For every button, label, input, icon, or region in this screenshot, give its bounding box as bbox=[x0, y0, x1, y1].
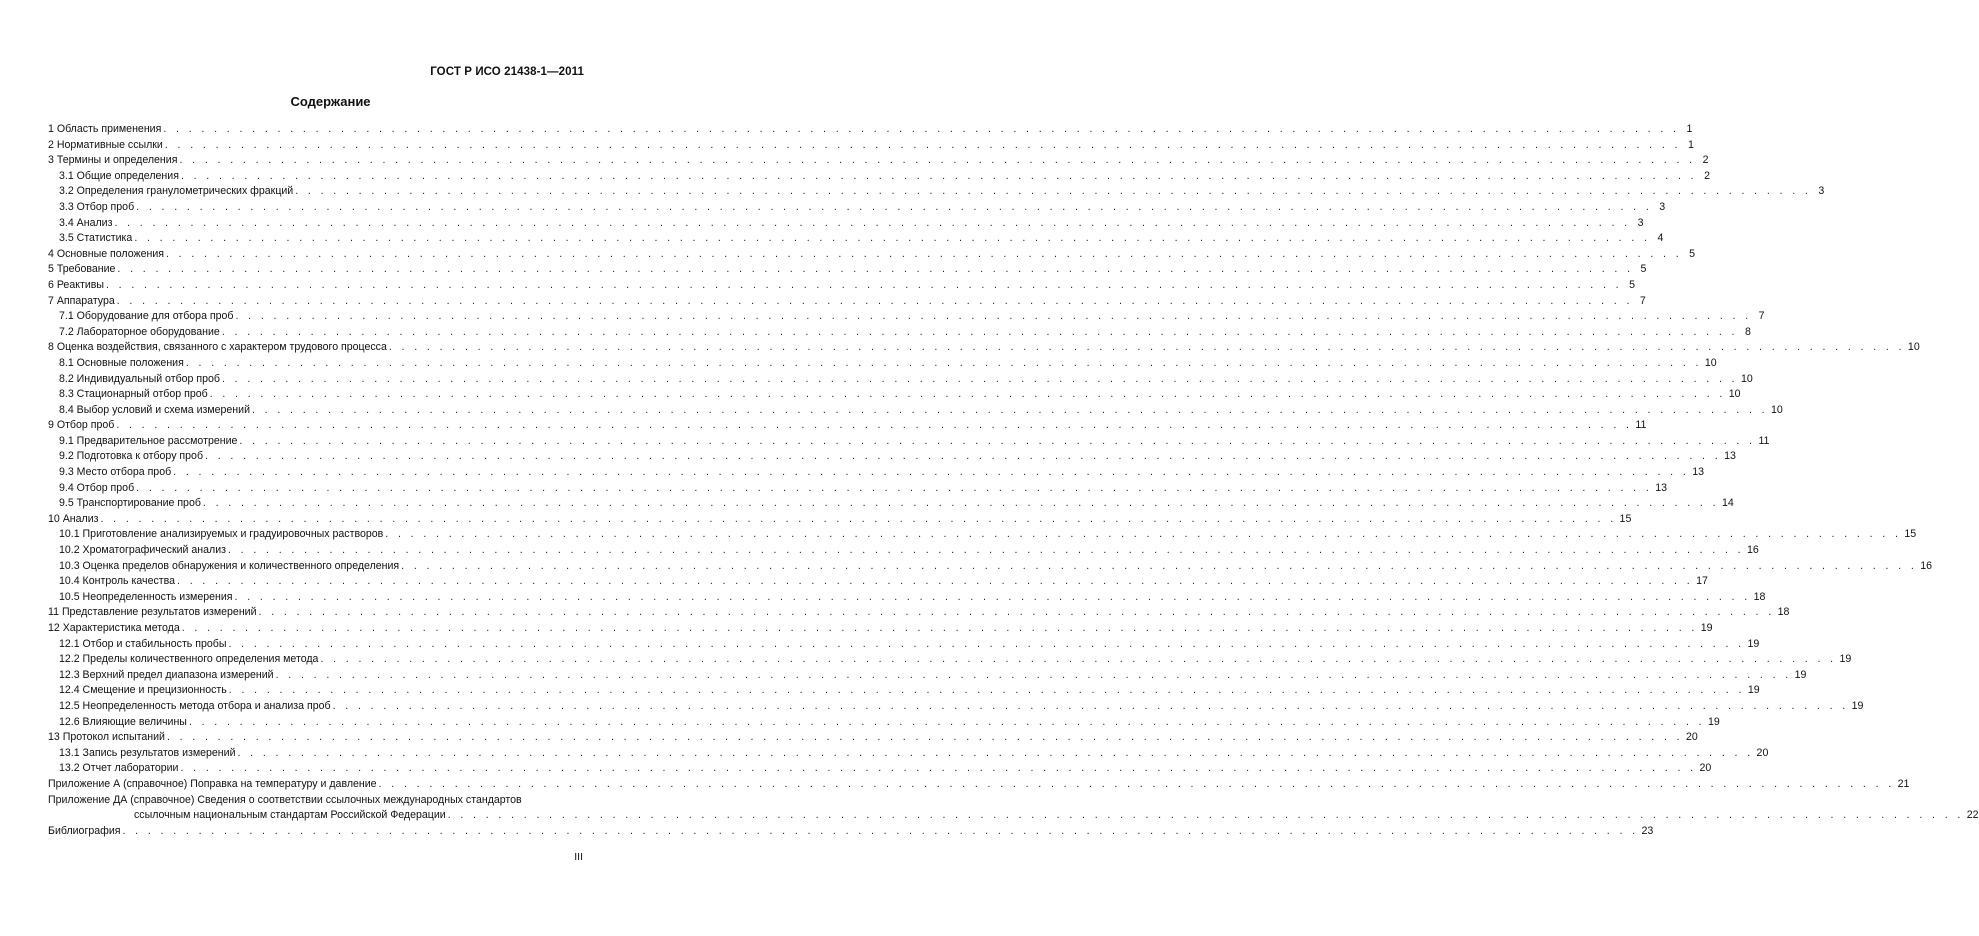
toc-entry-page: 10 bbox=[1704, 356, 1717, 369]
toc-entry-title: 9.4 Отбор проб bbox=[59, 481, 135, 494]
toc-entry-title: Приложение ДА (справочное) Сведения о соответствии ссылочных международных стандартов bbox=[48, 793, 522, 806]
toc-leader-dots: . . . . . . . . . . . . . . . . . . . . . . . . . . . . . . . . . . . . . . . . . . . . . . . . . . . . . . . . . . . . . . . . . . . . . . . . . . . . . . . . . . . . . . . . . . . . . . . . . . . . . . . . . . . . . . . . . . . . . . . . bbox=[385, 528, 1902, 541]
toc-entry-page: 5 bbox=[1689, 247, 1696, 260]
toc-leader-dots: . . . . . . . . . . . . . . . . . . . . . . . . . . . . . . . . . . . . . . . . . . . . . . . . . . . . . . . . . . . . . . . . . . . . . . . . . . . . . . . . . . . . . . . . . . . . . . . . . . . . . . . . . . . . . . . . . . . . . . . . bbox=[251, 403, 1769, 416]
toc-entry[interactable] bbox=[48, 200, 1666, 216]
toc-entry-page: 19 bbox=[1851, 699, 1864, 712]
toc-entry[interactable] bbox=[48, 418, 1647, 434]
toc-entry[interactable] bbox=[48, 824, 1654, 840]
toc-leader-dots: . . . . . . . . . . . . . . . . . . . . . . . . . . . . . . . . . . . . . . . . . . . . . . . . . . . . . . . . . . . . . . . . . . . . . . . . . . . . . . . . . . . . . . . . . . . . . . . . . . . . . . . . . . . . . . . . . . . . . . . . bbox=[116, 419, 1633, 432]
toc-leader-dots: . . . . . . . . . . . . . . . . . . . . . . . . . . . . . . . . . . . . . . . . . . . . . . . . . . . . . . . . . . . . . . . . . . . . . . . . . . . . . . . . . . . . . . . . . . . . . . . . . . . . . . . . . . . . . . . . . . . . . . . . bbox=[173, 466, 1690, 479]
toc-entry-title: 10 Анализ bbox=[48, 512, 99, 525]
toc-entry[interactable] bbox=[48, 356, 1717, 372]
toc-entry[interactable] bbox=[48, 746, 1769, 762]
toc-entry[interactable] bbox=[48, 403, 1783, 419]
toc-entry-page: 10 bbox=[1741, 372, 1753, 385]
toc-entry-page: 17 bbox=[1696, 575, 1708, 588]
toc-leader-dots: . . . . . . . . . . . . . . . . . . . . . . . . . . . . . . . . . . . . . . . . . . . . . . . . . . . . . . . . . . . . . . . . . . . . . . . . . . . . . . . . . . . . . . . . . . . . . . . . . . . . . . . . . . . . . . . . . . . . . . . . bbox=[105, 278, 1623, 291]
toc-leader-dots: . . . . . . . . . . . . . . . . . . . . . . . . . . . . . . . . . . . . . . . . . . . . . . . . . . . . . . . . . . . . . . . . . . . . . . . . . . . . . . . . . . . . . . . . . . . . . . . . . . . . . . . . . . . . . . . . . . . . . . . . bbox=[221, 372, 1738, 385]
toc-entry-title: Библиография bbox=[48, 824, 121, 837]
toc-leader-dots: . . . . . . . . . . . . . . . . . . . . . . . . . . . . . . . . . . . . . . . . . . . . . . . . . . . . . . . . . . . . . . . . . . . . . . . . . . . . . . . . . . . . . . . . . . . . . . . . . . . . . . . . . . . . . . . . . . . . . . . . bbox=[114, 216, 1631, 229]
toc-entry-page: 3 bbox=[1659, 200, 1666, 213]
toc-leader-dots: . . . . . . . . . . . . . . . . . . . . . . . . . . . . . . . . . . . . . . . . . . . . . . . . . . . . . . . . . . . . . . . . . . . . . . . . . . . . . . . . . . . . . . . . . . . . . . . . . . . . . . . . . . . . . . . . . . . . . . . . bbox=[134, 232, 1651, 245]
table-of-contents bbox=[48, 122, 1979, 839]
toc-entry-page: 3 bbox=[1637, 216, 1644, 229]
toc-entry-page: 8 bbox=[1744, 325, 1751, 338]
toc-entry-page: 15 bbox=[1619, 512, 1632, 525]
toc-leader-dots: . . . . . . . . . . . . . . . . . . . . . . . . . . . . . . . . . . . . . . . . . . . . . . . . . . . . . . . . . . . . . . . . . . . . . . . . . . . . . . . . . . . . . . . . . . . . . . . . . . . . . . . . . . . . . . . . . . . . . . . . bbox=[164, 138, 1681, 151]
toc-leader-dots: . . . . . . . . . . . . . . . . . . . . . . . . . . . . . . . . . . . . . . . . . . . . . . . . . . . . . . . . . . . . . . . . . . . . . . . . . . . . . . . . . . . . . . . . . . . . . . . . . . . . . . . . . . . . . . . . . . . . . . . . bbox=[136, 481, 1653, 494]
toc-entry[interactable] bbox=[48, 465, 1704, 481]
toc-entry-page: 22 bbox=[1966, 809, 1979, 822]
page-number: III bbox=[574, 851, 583, 863]
toc-entry[interactable] bbox=[48, 808, 1979, 824]
toc-leader-dots: . . . . . . . . . . . . . . . . . . . . . . . . . . . . . . . . . . . . . . . . . . . . . . . . . . . . . . . . . . . . . . . . . . . . . . . . . . . . . . . . . . . . . . . . . . . . . . . . . . . . . . . . . . . . . . . . . . . . . . . . bbox=[163, 123, 1680, 135]
toc-entry-title: 8.3 Стационарный отбор проб bbox=[59, 388, 208, 401]
toc-entry-title: 4 Основные положения bbox=[48, 247, 164, 260]
toc-entry-title: 13.2 Отчет лаборатории bbox=[59, 762, 179, 775]
toc-entry[interactable] bbox=[48, 559, 1932, 575]
toc-leader-dots: . . . . . . . . . . . . . . . . . . . . . . . . . . . . . . . . . . . . . . . . . . . . . . . . . . . . . . . . . . . . . . . . . . . . . . . . . . . . . . . . . . . . . . . . . . . . . . . . . . . . . . . . . . . . . . . . . . . . . . . . bbox=[179, 154, 1696, 167]
toc-leader-dots: . . . . . . . . . . . . . . . . . . . . . . . . . . . . . . . . . . . . . . . . . . . . . . . . . . . . . . . . . . . . . . . . . . . . . . . . . . . . . . . . . . . . . . . . . . . . . . . . . . . . . . . . . . . . . . . . . . . . . . . . bbox=[188, 715, 1705, 728]
toc-entry-title: 7.2 Лабораторное оборудование bbox=[59, 325, 220, 338]
toc-entry-page: 10 bbox=[1728, 388, 1741, 401]
toc-entry-title: 6 Реактивы bbox=[48, 278, 104, 291]
toc-entry-page: 7 bbox=[1639, 294, 1646, 307]
toc-leader-dots: . . . . . . . . . . . . . . . . . . . . . . . . . . . . . . . . . . . . . . . . . . . . . . . . . . . . . . . . . . . . . . . . . . . . . . . . . . . . . . . . . . . . . . . . . . . . . . . . . . . . . . . . . . . . . . . . . . . . . . . . bbox=[235, 310, 1752, 323]
toc-entry-title: 3.5 Статистика bbox=[59, 232, 133, 245]
toc-entry-page: 19 bbox=[1700, 622, 1713, 634]
toc-entry-page: 13 bbox=[1655, 481, 1667, 494]
toc-entry-title: 12.5 Неопределенность метода отбора и анализа проб bbox=[59, 699, 331, 712]
toc-leader-dots: . . . . . . . . . . . . . . . . . . . . . . . . . . . . . . . . . . . . . . . . . . . . . . . . . . . . . . . . . . . . . . . . . . . . . . . . . . . . . . . . . . . . . . . . . . . . . . . . . . . . . . . . . . . . . . . . . . . . . . . . bbox=[228, 637, 1745, 650]
toc-entry[interactable] bbox=[48, 637, 1760, 653]
toc-entry-title: 10.3 Оценка пределов обнаружения и количественного определения bbox=[59, 559, 400, 572]
toc-entry-title: 3.2 Определения гранулометрических фракций bbox=[59, 185, 294, 198]
toc-entry-page: 16 bbox=[1920, 559, 1932, 572]
toc-entry[interactable] bbox=[48, 590, 1766, 606]
toc-entry[interactable] bbox=[48, 231, 1664, 247]
toc-entry-page: 19 bbox=[1747, 684, 1760, 697]
toc-entry-page: 14 bbox=[1721, 497, 1734, 510]
toc-entry[interactable] bbox=[48, 574, 1708, 590]
toc-leader-dots: . . . . . . . . . . . . . . . . . . . . . . . . . . . . . . . . . . . . . . . . . . . . . . . . . . . . . . . . . . . . . . . . . . . . . . . . . . . . . . . . . . . . . . . . . . . . . . . . . . . . . . . . . . . . . . . . . . . . . . . . bbox=[388, 341, 1905, 354]
toc-entry-page: 3 bbox=[1818, 185, 1825, 198]
toc-entry[interactable] bbox=[48, 247, 1696, 263]
toc-entry[interactable] bbox=[48, 184, 1825, 200]
toc-entry-title: ссылочным национальным стандартам Российской Федерации bbox=[134, 809, 446, 822]
toc-entry-page: 21 bbox=[1897, 777, 1910, 790]
toc-entry[interactable] bbox=[48, 262, 1647, 278]
toc-entry[interactable] bbox=[48, 527, 1917, 543]
toc-entry[interactable] bbox=[48, 387, 1741, 403]
toc-entry-title: 5 Требование bbox=[48, 263, 116, 276]
toc-entry-page: 5 bbox=[1629, 278, 1636, 291]
toc-entry-title: Приложение А (справочное) Поправка на температуру и давление bbox=[48, 777, 377, 790]
toc-entry[interactable] bbox=[48, 122, 1693, 138]
toc-entry-title: 3 Термины и определения bbox=[48, 154, 178, 167]
toc-entry-title: 9.3 Место отбора проб bbox=[59, 466, 172, 479]
toc-entry[interactable] bbox=[48, 777, 1910, 793]
toc-entry-title: 9 Отбор проб bbox=[48, 419, 115, 432]
toc-entry-title: 3.1 Общие определения bbox=[59, 169, 179, 182]
toc-leader-dots: . . . . . . . . . . . . . . . . . . . . . . . . . . . . . . . . . . . . . . . . . . . . . . . . . . . . . . . . . . . . . . . . . . . . . . . . . . . . . . . . . . . . . . . . . . . . . . . . . . . . . . . . . . . . . . . . . . . . . . . . bbox=[378, 777, 1895, 790]
toc-entry-title: 12.4 Смещение и прецизионность bbox=[59, 684, 227, 697]
toc-entry-page: 1 bbox=[1686, 123, 1693, 135]
toc-entry[interactable] bbox=[48, 309, 1765, 325]
toc-entry-title: 12.3 Верхний предел диапазона измерений bbox=[59, 668, 274, 681]
toc-entry[interactable] bbox=[48, 496, 1734, 512]
toc-entry-title: 12 Характеристика метода bbox=[48, 622, 180, 634]
toc-entry[interactable] bbox=[48, 278, 1636, 294]
toc-entry-page: 18 bbox=[1777, 606, 1790, 619]
toc-leader-dots: . . . . . . . . . . . . . . . . . . . . . . . . . . . . . . . . . . . . . . . . . . . . . . . . . . . . . . . . . . . . . . . . . . . . . . . . . . . . . . . . . . . . . . . . . . . . . . . . . . . . . . . . . . . . . . . . . . . . . . . . bbox=[234, 590, 1751, 603]
toc-leader-dots: . . . . . . . . . . . . . . . . . . . . . . . . . . . . . . . . . . . . . . . . . . . . . . . . . . . . . . . . . . . . . . . . . . . . . . . . . . . . . . . . . . . . . . . . . . . . . . . . . . . . . . . . . . . . . . . . . . . . . . . . bbox=[320, 653, 1837, 666]
toc-entry[interactable] bbox=[48, 793, 584, 809]
toc-leader-dots: . . . . . . . . . . . . . . . . . . . . . . . . . . . . . . . . . . . . . . . . . . . . . . . . . . . . . . . . . . . . . . . . . . . . . . . . . . . . . . . . . . . . . . . . . . . . . . . . . . . . . . . . . . . . . . . . . . . . . . . . bbox=[166, 731, 1683, 744]
toc-entry-title: 9.5 Транспортирование проб bbox=[59, 497, 201, 510]
toc-leader-dots: . . . . . . . . . . . . . . . . . . . . . . . . . . . . . . . . . . . . . . . . . . . . . . . . . . . . . . . . . . . . . . . . . . . . . . . . . . . . . . . . . . . . . . . . . . . . . . . . . . . . . . . . . . . . . . . . . . . . . . . . bbox=[258, 606, 1775, 619]
toc-leader-dots: . . . . . . . . . . . . . . . . . . . . . . . . . . . . . . . . . . . . . . . . . . . . . . . . . . . . . . . . . . . . . . . . . . . . . . . . . . . . . . . . . . . . . . . . . . . . . . . . . . . . . . . . . . . . . . . . . . . . . . . . bbox=[447, 809, 1964, 822]
toc-entry[interactable] bbox=[48, 340, 1920, 356]
toc-entry[interactable] bbox=[48, 372, 1753, 388]
toc-entry[interactable] bbox=[48, 512, 1632, 528]
toc-entry-title: 11 Представление результатов измерений bbox=[48, 606, 257, 619]
toc-leader-dots: . . . . . . . . . . . . . . . . . . . . . . . . . . . . . . . . . . . . . . . . . . . . . . . . . . . . . . . . . . . . . . . . . . . . . . . . . . . . . . . . . . . . . . . . . . . . . . . . . . . . . . . . . . . . . . . . . . . . . . . . bbox=[117, 263, 1634, 276]
toc-entry[interactable] bbox=[48, 294, 1646, 310]
toc-leader-dots: . . . . . . . . . . . . . . . . . . . . . . . . . . . . . . . . . . . . . . . . . . . . . . . . . . . . . . . . . . . . . . . . . . . . . . . . . . . . . . . . . . . . . . . . . . . . . . . . . . . . . . . . . . . . . . . . . . . . . . . . bbox=[136, 200, 1653, 213]
toc-leader-dots: . . . . . . . . . . . . . . . . . . . . . . . . . . . . . . . . . . . . . . . . . . . . . . . . . . . . . . . . . . . . . . . . . . . . . . . . . . . . . . . . . . . . . . . . . . . . . . . . . . . . . . . . . . . . . . . . . . . . . . . . bbox=[177, 575, 1694, 588]
toc-entry-page: 11 bbox=[1635, 419, 1647, 432]
toc-leader-dots: . . . . . . . . . . . . . . . . . . . . . . . . . . . . . . . . . . . . . . . . . . . . . . . . . . . . . . . . . . . . . . . . . . . . . . . . . . . . . . . . . . . . . . . . . . . . . . . . . . . . . . . . . . . . . . . . . . . . . . . . bbox=[100, 512, 1617, 525]
toc-entry-page: 23 bbox=[1641, 824, 1654, 837]
toc-entry-title: 1 Область применения bbox=[48, 123, 162, 135]
toc-entry-title: 10.1 Приготовление анализируемых и градуировочных растворов bbox=[59, 528, 384, 541]
toc-leader-dots: . . . . . . . . . . . . . . . . . . . . . . . . . . . . . . . . . . . . . . . . . . . . . . . . . . . . . . . . . . . . . . . . . . . . . . . . . . . . . . . . . . . . . . . . . . . . . . . . . . . . . . . . . . . . . . . . . . . . . . . . bbox=[401, 559, 1918, 572]
toc-entry-title: 12.1 Отбор и стабильность пробы bbox=[59, 637, 227, 650]
toc-entry[interactable] bbox=[48, 449, 1736, 465]
toc-entry-page: 19 bbox=[1794, 668, 1807, 681]
toc-entry-title: 2 Нормативные ссылки bbox=[48, 138, 163, 151]
toc-entry[interactable] bbox=[48, 715, 1720, 731]
toc-entry-title: 8.2 Индивидуальный отбор проб bbox=[59, 372, 220, 385]
toc-entry-title: 12.2 Пределы количественного определения метода bbox=[59, 653, 319, 666]
toc-leader-dots: . . . . . . . . . . . . . . . . . . . . . . . . . . . . . . . . . . . . . . . . . . . . . . . . . . . . . . . . . . . . . . . . . . . . . . . . . . . . . . . . . . . . . . . . . . . . . . . . . . . . . . . . . . . . . . . . . . . . . . . . bbox=[185, 356, 1702, 369]
toc-leader-dots: . . . . . . . . . . . . . . . . . . . . . . . . . . . . . . . . . . . . . . . . . . . . . . . . . . . . . . . . . . . . . . . . . . . . . . . . . . . . . . . . . . . . . . . . . . . . . . . . . . . . . . . . . . . . . . . . . . . . . . . . bbox=[221, 325, 1738, 338]
toc-leader-dots: . . . . . . . . . . . . . . . . . . . . . . . . . . . . . . . . . . . . . . . . . . . . . . . . . . . . . . . . . . . . . . . . . . . . . . . . . . . . . . . . . . . . . . . . . . . . . . . . . . . . . . . . . . . . . . . . . . . . . . . . bbox=[237, 746, 1754, 759]
toc-entry-title: 10.2 Хроматографический анализ bbox=[59, 544, 226, 557]
toc-leader-dots: . . . . . . . . . . . . . . . . . . . . . . . . . . . . . . . . . . . . . . . . . . . . . . . . . . . . . . . . . . . . . . . . . . . . . . . . . . . . . . . . . . . . . . . . . . . . . . . . . . . . . . . . . . . . . . . . . . . . . . . . bbox=[209, 388, 1726, 401]
toc-entry-page: 1 bbox=[1688, 138, 1694, 151]
toc-entry-title: 13.1 Запись результатов измерений bbox=[59, 746, 236, 759]
toc-entry-page: 7 bbox=[1758, 310, 1765, 323]
toc-leader-dots: . . . . . . . . . . . . . . . . . . . . . . . . . . . . . . . . . . . . . . . . . . . . . . . . . . . . . . . . . . . . . . . . . . . . . . . . . . . . . . . . . . . . . . . . . . . . . . . . . . . . . . . . . . . . . . . . . . . . . . . . bbox=[180, 169, 1697, 182]
standard-designation: ГОСТ Р ИСО 21438-1—2011 bbox=[430, 66, 584, 78]
toc-entry[interactable] bbox=[48, 761, 1712, 777]
toc-entry-title: 7 Аппаратура bbox=[48, 294, 115, 307]
toc-entry[interactable] bbox=[48, 169, 1710, 185]
toc-entry-title: 12.6 Влияющие величины bbox=[59, 715, 187, 728]
toc-entry[interactable] bbox=[48, 730, 1698, 746]
toc-leader-dots: . . . . . . . . . . . . . . . . . . . . . . . . . . . . . . . . . . . . . . . . . . . . . . . . . . . . . . . . . . . . . . . . . . . . . . . . . . . . . . . . . . . . . . . . . . . . . . . . . . . . . . . . . . . . . . . . . . . . . . . . bbox=[180, 762, 1697, 775]
toc-entry-page: 20 bbox=[1756, 746, 1769, 759]
toc-leader-dots: . . . . . . . . . . . . . . . . . . . . . . . . . . . . . . . . . . . . . . . . . . . . . . . . . . . . . . . . . . . . . . . . . . . . . . . . . . . . . . . . . . . . . . . . . . . . . . . . . . . . . . . . . . . . . . . . . . . . . . . . bbox=[205, 450, 1722, 463]
toc-leader-dots: . . . . . . . . . . . . . . . . . . . . . . . . . . . . . . . . . . . . . . . . . . . . . . . . . . . . . . . . . . . . . . . . . . . . . . . . . . . . . . . . . . . . . . . . . . . . . . . . . . . . . . . . . . . . . . . . . . . . . . . . bbox=[181, 622, 1698, 634]
toc-entry-title: 3.4 Анализ bbox=[59, 216, 113, 229]
toc-entry[interactable] bbox=[48, 621, 1713, 637]
toc-entry[interactable] bbox=[48, 138, 1694, 154]
toc-entry[interactable] bbox=[48, 481, 1667, 497]
toc-entry-page: 5 bbox=[1640, 263, 1647, 276]
toc-leader-dots: . . . . . . . . . . . . . . . . . . . . . . . . . . . . . . . . . . . . . . . . . . . . . . . . . . . . . . . . . . . . . . . . . . . . . . . . . . . . . . . . . . . . . . . . . . . . . . . . . . . . . . . . . . . . . . . . . . . . . . . . bbox=[166, 247, 1683, 260]
toc-leader-dots: . . . . . . . . . . . . . . . . . . . . . . . . . . . . . . . . . . . . . . . . . . . . . . . . . . . . . . . . . . . . . . . . . . . . . . . . . . . . . . . . . . . . . . . . . . . . . . . . . . . . . . . . . . . . . . . . . . . . . . . . bbox=[202, 497, 1719, 510]
toc-entry-title: 8.1 Основные положения bbox=[59, 356, 184, 369]
toc-entry-page: 20 bbox=[1685, 731, 1698, 744]
toc-entry[interactable] bbox=[48, 325, 1751, 341]
toc-leader-dots: . . . . . . . . . . . . . . . . . . . . . . . . . . . . . . . . . . . . . . . . . . . . . . . . . . . . . . . . . . . . . . . . . . . . . . . . . . . . . . . . . . . . . . . . . . . . . . . . . . . . . . . . . . . . . . . . . . . . . . . . bbox=[295, 185, 1812, 198]
toc-entry-page: 2 bbox=[1702, 154, 1709, 167]
toc-entry-page: 2 bbox=[1704, 169, 1710, 182]
toc-entry-page: 15 bbox=[1904, 528, 1917, 541]
toc-entry[interactable] bbox=[48, 153, 1709, 169]
toc-entry[interactable] bbox=[48, 434, 1770, 450]
toc-entry-title: 10.5 Неопределенность измерения bbox=[59, 590, 233, 603]
toc-leader-dots: . . . . . . . . . . . . . . . . . . . . . . . . . . . . . . . . . . . . . . . . . . . . . . . . . . . . . . . . . . . . . . . . . . . . . . . . . . . . . . . . . . . . . . . . . . . . . . . . . . . . . . . . . . . . . . . . . . . . . . . . bbox=[228, 684, 1745, 697]
toc-entry-page: 19 bbox=[1839, 653, 1852, 666]
toc-entry-page: 13 bbox=[1692, 466, 1704, 479]
page-title: Содержание bbox=[290, 94, 371, 109]
toc-leader-dots: . . . . . . . . . . . . . . . . . . . . . . . . . . . . . . . . . . . . . . . . . . . . . . . . . . . . . . . . . . . . . . . . . . . . . . . . . . . . . . . . . . . . . . . . . . . . . . . . . . . . . . . . . . . . . . . . . . . . . . . . bbox=[227, 544, 1745, 557]
toc-entry-page: 4 bbox=[1657, 232, 1664, 245]
toc-entry-title: 8 Оценка воздействия, связанного с характером трудового процесса bbox=[48, 341, 387, 354]
toc-entry-page: 20 bbox=[1699, 762, 1712, 775]
toc-entry[interactable] bbox=[48, 543, 1759, 559]
toc-entry[interactable] bbox=[48, 683, 1760, 699]
toc-entry[interactable] bbox=[48, 699, 1864, 715]
toc-entry-page: 11 bbox=[1758, 434, 1770, 447]
toc-leader-dots: . . . . . . . . . . . . . . . . . . . . . . . . . . . . . . . . . . . . . . . . . . . . . . . . . . . . . . . . . . . . . . . . . . . . . . . . . . . . . . . . . . . . . . . . . . . . . . . . . . . . . . . . . . . . . . . . . . . . . . . . bbox=[275, 668, 1792, 681]
toc-leader-dots: . . . . . . . . . . . . . . . . . . . . . . . . . . . . . . . . . . . . . . . . . . . . . . . . . . . . . . . . . . . . . . . . . . . . . . . . . . . . . . . . . . . . . . . . . . . . . . . . . . . . . . . . . . . . . . . . . . . . . . . . bbox=[122, 824, 1639, 837]
toc-leader-dots: . . . . . . . . . . . . . . . . . . . . . . . . . . . . . . . . . . . . . . . . . . . . . . . . . . . . . . . . . . . . . . . . . . . . . . . . . . . . . . . . . . . . . . . . . . . . . . . . . . . . . . . . . . . . . . . . . . . . . . . . bbox=[116, 294, 1633, 307]
toc-entry-page: 16 bbox=[1747, 544, 1759, 557]
toc-entry[interactable] bbox=[48, 652, 1852, 668]
toc-entry-page: 13 bbox=[1724, 450, 1736, 463]
toc-entry[interactable] bbox=[48, 605, 1790, 621]
toc-entry[interactable] bbox=[48, 216, 1644, 232]
toc-entry-page: 18 bbox=[1753, 590, 1766, 603]
toc-entry-page: 19 bbox=[1707, 715, 1720, 728]
toc-entry-title: 3.3 Отбор проб bbox=[59, 200, 135, 213]
toc-leader-dots: . . . . . . . . . . . . . . . . . . . . . . . . . . . . . . . . . . . . . . . . . . . . . . . . . . . . . . . . . . . . . . . . . . . . . . . . . . . . . . . . . . . . . . . . . . . . . . . . . . . . . . . . . . . . . . . . . . . . . . . . bbox=[239, 434, 1756, 447]
toc-entry[interactable] bbox=[48, 668, 1807, 684]
toc-entry-title: 9.1 Предварительное рассмотрение bbox=[59, 434, 238, 447]
toc-leader-dots: . . . . . . . . . . . . . . . . . . . . . . . . . . . . . . . . . . . . . . . . . . . . . . . . . . . . . . . . . . . . . . . . . . . . . . . . . . . . . . . . . . . . . . . . . . . . . . . . . . . . . . . . . . . . . . . . . . . . . . . . bbox=[332, 699, 1849, 712]
toc-entry-title: 13 Протокол испытаний bbox=[48, 731, 165, 744]
toc-entry-title: 9.2 Подготовка к отбору проб bbox=[59, 450, 204, 463]
toc-entry-title: 8.4 Выбор условий и схема измерений bbox=[59, 403, 250, 416]
toc-entry-title: 7.1 Оборудование для отбора проб bbox=[59, 310, 234, 323]
toc-entry-page: 10 bbox=[1771, 403, 1783, 416]
toc-entry-page: 19 bbox=[1747, 637, 1760, 650]
toc-entry-page: 10 bbox=[1907, 341, 1920, 354]
toc-entry-title: 10.4 Контроль качества bbox=[59, 575, 176, 588]
